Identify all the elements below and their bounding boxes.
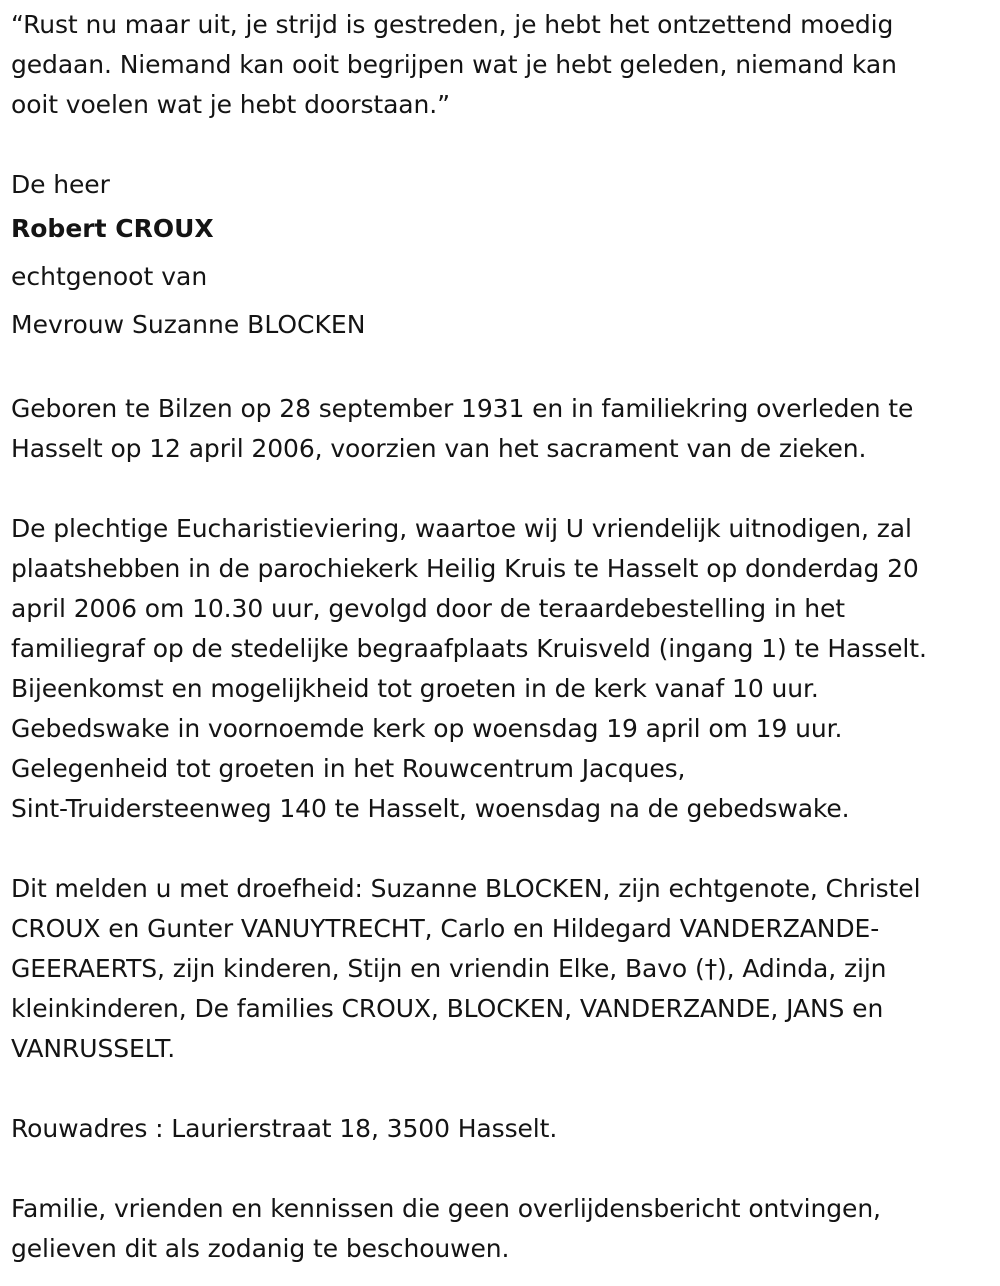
family-paragraph <box>11 869 996 1069</box>
spacer <box>11 349 996 389</box>
paragraph-line: VANRUSSELT. <box>11 1034 176 1063</box>
salutation: De heer <box>11 170 110 199</box>
closing-paragraph <box>11 1189 996 1269</box>
paragraph-line: Gelegenheid tot groeten in het Rouwcentrum Jacques, <box>11 754 686 783</box>
paragraph-line: GEERAERTS, zijn kinderen, Stijn en vriendin Elke, Bavo (†), Adinda, zijn <box>11 954 887 983</box>
paragraph-line: De plechtige Eucharistieviering, waartoe wij U vriendelijk uitnodigen, zal <box>11 514 912 543</box>
spacer <box>11 1069 996 1109</box>
spacer <box>11 469 996 509</box>
quote-line: “Rust nu maar uit, je strijd is gestreden, je hebt het ontzettend moedig <box>11 10 894 39</box>
spacer <box>11 125 996 165</box>
opening-quote <box>11 5 996 125</box>
paragraph-line: april 2006 om 10.30 uur, gevolgd door de teraardebestelling in het <box>11 594 846 623</box>
mourning-address: Rouwadres : Laurierstraat 18, 3500 Hasselt. <box>11 1114 558 1143</box>
paragraph-line: familiegraf op de stedelijke begraafplaats Kruisveld (ingang 1) te Hasselt. <box>11 634 927 663</box>
paragraph-line: Bijeenkomst en mogelijkheid tot groeten in de kerk vanaf 10 uur. <box>11 674 819 703</box>
deceased-name: Robert CROUX <box>11 214 214 243</box>
paragraph-line: Familie, vrienden en kennissen die geen overlijdensbericht ontvingen, <box>11 1194 881 1223</box>
birth-death-paragraph <box>11 389 996 469</box>
ceremony-paragraph <box>11 509 996 829</box>
paragraph-line: Dit melden u met droefheid: Suzanne BLOCKEN, zijn echtgenote, Christel <box>11 874 921 903</box>
spacer <box>11 829 996 869</box>
spouse-name: Mevrouw Suzanne BLOCKEN <box>11 310 366 339</box>
paragraph-line: Hasselt op 12 april 2006, voorzien van het sacrament van de zieken. <box>11 434 867 463</box>
paragraph-line: Geboren te Bilzen op 28 september 1931 en in familiekring overleden te <box>11 394 914 423</box>
quote-line: ooit voelen wat je hebt doorstaan.” <box>11 90 450 119</box>
paragraph-line: CROUX en Gunter VANUYTRECHT, Carlo en Hildegard VANDERZANDE- <box>11 914 880 943</box>
paragraph-line: Sint-Truidersteenweg 140 te Hasselt, woensdag na de gebedswake. <box>11 794 850 823</box>
paragraph-line: kleinkinderen, De families CROUX, BLOCKEN, VANDERZANDE, JANS en <box>11 994 884 1023</box>
paragraph-line: Gebedswake in voornoemde kerk op woensdag 19 april om 19 uur. <box>11 714 843 743</box>
relation: echtgenoot van <box>11 262 208 291</box>
paragraph-line: plaatshebben in de parochiekerk Heilig Kruis te Hasselt op donderdag 20 <box>11 554 919 583</box>
spacer <box>11 1149 996 1189</box>
deceased-block <box>11 165 996 349</box>
paragraph-line: gelieven dit als zodanig te beschouwen. <box>11 1234 510 1263</box>
quote-line: gedaan. Niemand kan ooit begrijpen wat je hebt geleden, niemand kan <box>11 50 897 79</box>
